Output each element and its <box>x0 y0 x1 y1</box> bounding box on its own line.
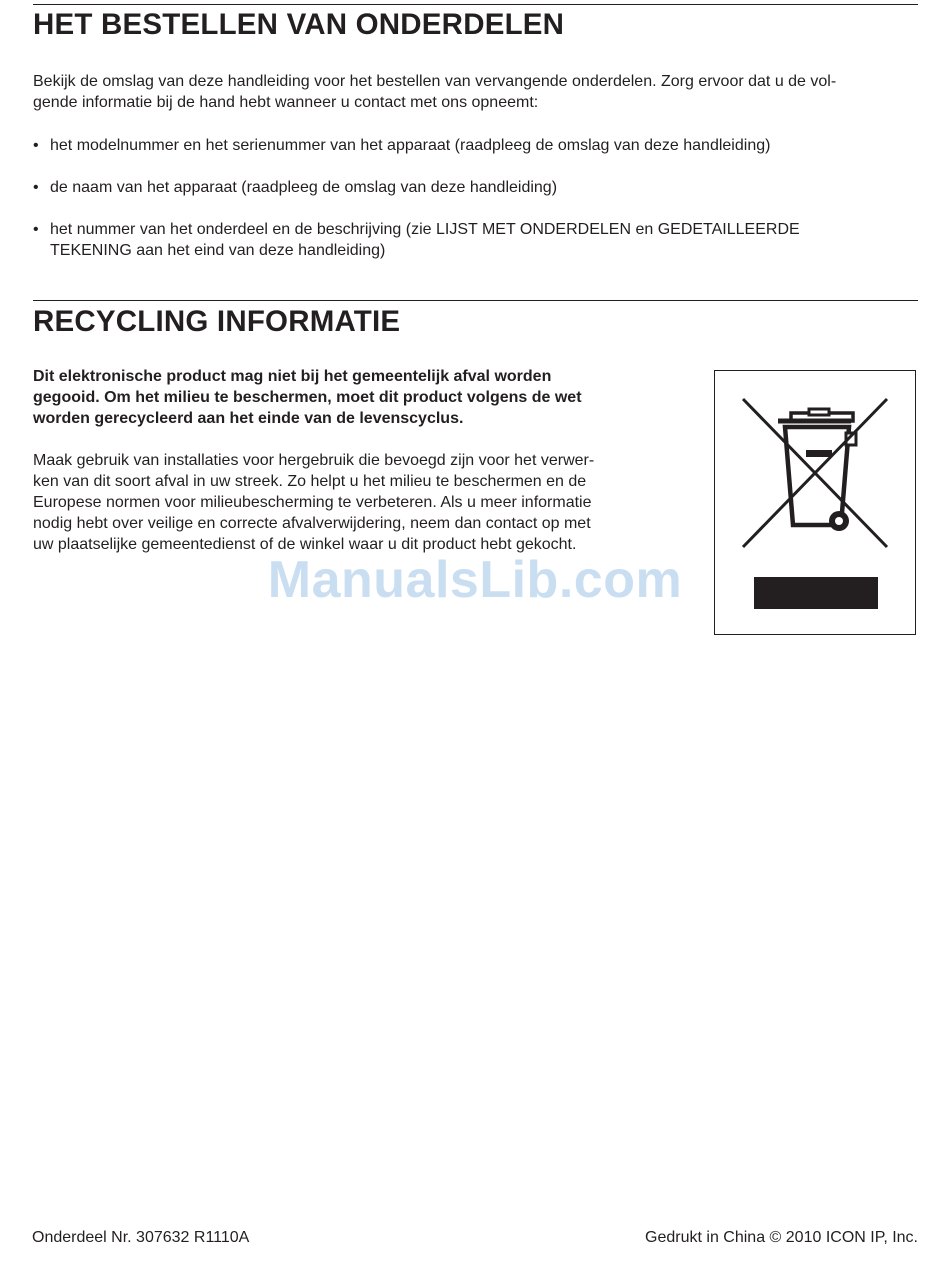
recycling-warning-line-2: gegooid. Om het milieu te beschermen, moet dit product volgens de wet <box>33 389 582 406</box>
ordering-intro <box>33 71 918 113</box>
bullet: • <box>33 221 39 238</box>
list-item <box>33 177 910 198</box>
bullet: • <box>33 179 39 196</box>
list-item-text: het nummer van het onderdeel en de beschrijving (zie LIJST MET ONDERDELEN en GEDETAILLEERDE <box>50 221 800 238</box>
list-item <box>33 135 910 156</box>
section-rule <box>33 300 918 301</box>
footer-printed-info: Gedrukt in China © 2010 ICON IP, Inc. <box>645 1229 918 1246</box>
recycling-warning-line-1: Dit elektronische product mag niet bij het gemeentelijk afval worden <box>33 368 552 385</box>
recycling-body-line-4: nodig hebt over veilige en correcte afvalverwijdering, neem dan contact op met <box>33 515 591 532</box>
recycling-body-line-1: Maak gebruik van installaties voor hergebruik die bevoegd zijn voor het verwer- <box>33 452 595 469</box>
recycling-body <box>33 450 693 555</box>
list-item-text: het modelnummer en het serienummer van het apparaat (raadpleeg de omslag van deze handleiding) <box>50 137 771 154</box>
recycling-warning <box>33 366 693 429</box>
ordering-heading: HET BESTELLEN VAN ONDERDELEN <box>33 8 565 41</box>
recycling-body-line-5: uw plaatselijke gemeentedienst of de winkel waar u dit product hebt gekocht. <box>33 536 577 553</box>
top-rule <box>33 4 918 5</box>
watermark: ManualsLib.com <box>267 551 683 609</box>
ordering-intro-line-2: gende informatie bij de hand hebt wanneer u contact met ons opneemt: <box>33 94 539 111</box>
recycling-heading: RECYCLING INFORMATIE <box>33 305 401 338</box>
bullet: • <box>33 137 39 154</box>
list-item <box>33 219 910 261</box>
recycling-warning-line-3: worden gerecycleerd aan het einde van de levenscyclus. <box>33 410 464 427</box>
list-item-text-continued: TEKENING aan het eind van deze handleiding) <box>50 242 386 259</box>
recycling-body-line-2: ken van dit soort afval in uw streek. Zo helpt u het milieu te beschermen en de <box>33 473 587 490</box>
ordering-intro-line-1: Bekijk de omslag van deze handleiding voor het bestellen van vervangende onderdelen. Zorg ervoor dat u de vol- <box>33 73 837 90</box>
footer-part-number: Onderdeel Nr. 307632 R1110A <box>32 1229 250 1246</box>
recycling-body-line-3: Europese normen voor milieubescherming te verbeteren. Als u meer informatie <box>33 494 592 511</box>
list-item-text: de naam van het apparaat (raadpleeg de omslag van deze handleiding) <box>50 179 558 196</box>
ordering-info-list <box>33 135 918 265</box>
